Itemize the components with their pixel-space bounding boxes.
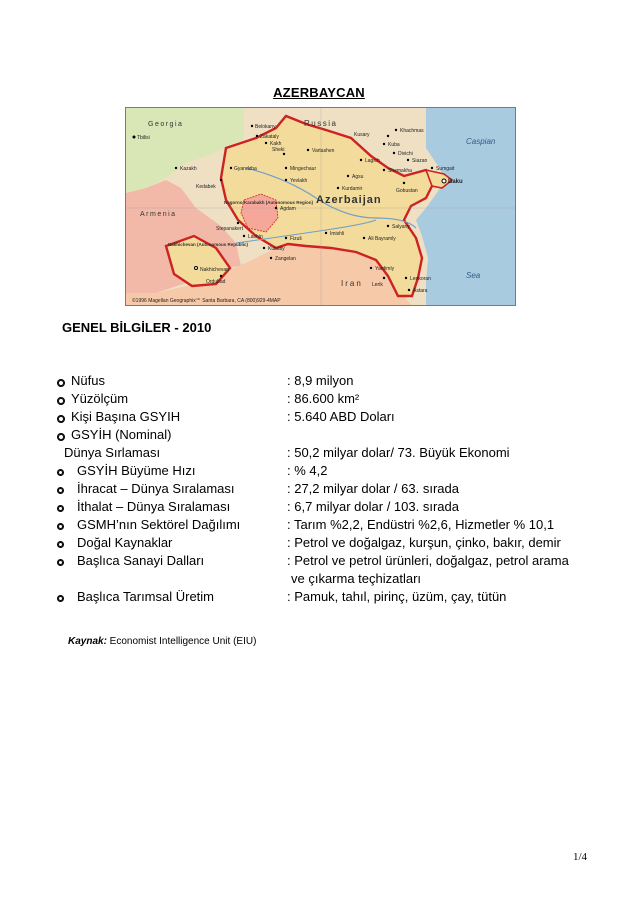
city-kuba: Kuba xyxy=(388,142,400,148)
fact-value: : Pamuk, tahıl, pirinç, üzüm, çay, tütün xyxy=(287,589,507,604)
city-kakh: Kakh xyxy=(270,141,282,147)
fact-value: : 86.600 km² xyxy=(287,391,360,406)
city-kubatly: Kubatly xyxy=(268,246,285,252)
label-sea: Sea xyxy=(466,271,481,280)
source-label: Kaynak: xyxy=(68,636,107,647)
city-baku: Baku xyxy=(448,179,463,185)
fact-label: Nüfus xyxy=(71,373,105,388)
fact-value: : 27,2 milyar dolar / 63. sırada xyxy=(287,481,459,496)
fact-label: Kişi Başına GSYIH xyxy=(71,409,181,424)
fact-value: : % 4,2 xyxy=(287,463,328,478)
city-shemakha: Shemakha xyxy=(388,168,412,174)
city-lagich: Lagich xyxy=(365,158,380,164)
city-lachin: Lachin xyxy=(248,234,263,240)
fact-row xyxy=(54,498,614,516)
city-tbilisi: Tbilisi xyxy=(137,135,150,141)
city-lenkoran: Lenkoran xyxy=(410,276,431,282)
fact-row xyxy=(54,390,614,408)
fact-value: : Tarım %2,2, Endüstri %2,6, Hizmetler % 10,1 xyxy=(287,517,555,532)
facts-list xyxy=(54,372,614,606)
fact-label: Dünya Sırlaması xyxy=(64,445,161,460)
city-gyanja: Gyandzha xyxy=(234,166,257,172)
fact-value: : 6,7 milyar dolar / 103. sırada xyxy=(287,499,459,514)
city-kusary: Kusary xyxy=(354,132,370,138)
fact-value: : Petrol ve petrol ürünleri, doğalgaz, petrol arama xyxy=(287,553,569,568)
city-agdam: Agdam xyxy=(280,206,296,212)
source-text: Economist Intelligence Unit (EIU) xyxy=(106,636,257,647)
fact-label: GSYİH Büyüme Hızı xyxy=(77,463,196,478)
map-credit: ©1996 Magellan Geographix℠ Santa Barbara, CA (800)929-4MAP xyxy=(132,298,281,304)
fact-row xyxy=(54,516,614,534)
fact-value-continued: ve çıkarma teçhizatları xyxy=(291,571,422,586)
fact-row xyxy=(54,534,614,552)
fact-value: : Petrol ve doğalgaz, kurşun, çinko, bakır, demir xyxy=(287,535,561,550)
bullet-icon xyxy=(57,595,64,602)
city-zakataly: Zakataly xyxy=(260,134,279,140)
city-ali-bayramly: Ali Bayramly xyxy=(368,236,396,242)
city-divichi: Divichi xyxy=(398,151,413,157)
label-nakhichevan-ar: Nakhichevan (Autonomous Republic) xyxy=(168,242,249,247)
azerbaijan-map xyxy=(125,107,516,306)
city-nakhichevan: Nakhichevan xyxy=(200,267,229,273)
fact-value: : 8,9 milyon xyxy=(287,373,354,388)
city-kedabek: Kedabek xyxy=(196,184,216,190)
fact-label: Doğal Kaynaklar xyxy=(77,535,173,550)
city-salyany: Salyany xyxy=(392,224,410,230)
bullet-icon xyxy=(57,469,64,476)
label-armenia: Armenia xyxy=(140,211,177,218)
city-lerik: Lerik xyxy=(372,282,383,288)
bullet-icon xyxy=(57,505,64,512)
label-iran: Iran xyxy=(341,279,363,288)
city-yevlakh: Yevlakh xyxy=(290,178,308,184)
city-imishli: Imishli xyxy=(330,231,345,237)
city-vartashen: Vartashen xyxy=(312,148,335,154)
city-siazan: Siazan xyxy=(412,158,428,164)
label-caspian: Caspian xyxy=(466,137,496,146)
fact-value: : 50,2 milyar dolar/ 73. Büyük Ekonomi xyxy=(287,445,510,460)
city-ordubad: Ordubad xyxy=(206,279,226,285)
city-agsu: Agsu xyxy=(352,174,364,180)
bullet-icon xyxy=(57,523,64,530)
city-astara: Astara xyxy=(413,288,428,294)
bullet-icon xyxy=(57,415,65,423)
bullet-icon xyxy=(57,379,65,387)
map-graphic xyxy=(126,108,515,305)
city-fizuli: Fizuli xyxy=(290,236,302,242)
page-title: AZERBAYCAN xyxy=(273,85,365,100)
fact-row xyxy=(54,552,614,588)
city-sheki: Sheki xyxy=(272,147,285,153)
city-zangelan: Zangelan xyxy=(275,256,296,262)
fact-row xyxy=(54,408,614,426)
fact-row xyxy=(54,372,614,390)
fact-label: İthalat – Dünya Sıralaması xyxy=(77,499,231,514)
city-sumgait: Sumgait xyxy=(436,166,455,172)
source-note xyxy=(68,636,256,647)
city-mingechaur: Mingechaur xyxy=(290,166,317,172)
fact-row xyxy=(54,480,614,498)
fact-row xyxy=(54,462,614,480)
city-belokany: Belokany xyxy=(255,124,276,130)
fact-row xyxy=(54,588,614,606)
city-yardimly: Yardimly xyxy=(375,266,395,272)
city-gobustan: Gobustan xyxy=(396,188,418,194)
fact-label: İhracat – Dünya Sıralaması xyxy=(77,481,235,496)
city-kazakh: Kazakh xyxy=(180,166,197,172)
section-title: GENEL BİLGİLER - 2010 xyxy=(62,320,212,335)
page-number: 1/4 xyxy=(572,851,587,863)
label-russia: Russia xyxy=(304,119,338,128)
city-khachmas: Khachmas xyxy=(400,128,424,134)
fact-label: Başlıca Sanayi Dalları xyxy=(77,553,205,568)
city-stepanakert: Stepanakert xyxy=(216,226,243,232)
label-georgia: Georgia xyxy=(148,121,184,128)
fact-value: : 5.640 ABD Doları xyxy=(287,409,395,424)
fact-label: GSYİH (Nominal) xyxy=(71,427,172,442)
bullet-icon xyxy=(57,541,64,548)
label-nagorno: Nagorno-Karabakh (Autonomous Region) xyxy=(224,200,313,205)
fact-label: Yüzölçüm xyxy=(71,391,129,406)
fact-label: Başlıca Tarımsal Üretim xyxy=(77,589,215,604)
bullet-icon xyxy=(57,397,65,405)
bullet-icon xyxy=(57,559,64,566)
fact-row xyxy=(54,444,614,462)
fact-row xyxy=(54,426,614,444)
fact-label: GSMH’nın Sektörel Dağılımı xyxy=(77,517,241,532)
city-kurdamir: Kurdamir xyxy=(342,186,363,192)
label-azerbaijan: Azerbaijan xyxy=(316,194,382,206)
bullet-icon xyxy=(57,433,65,441)
bullet-icon xyxy=(57,487,64,494)
